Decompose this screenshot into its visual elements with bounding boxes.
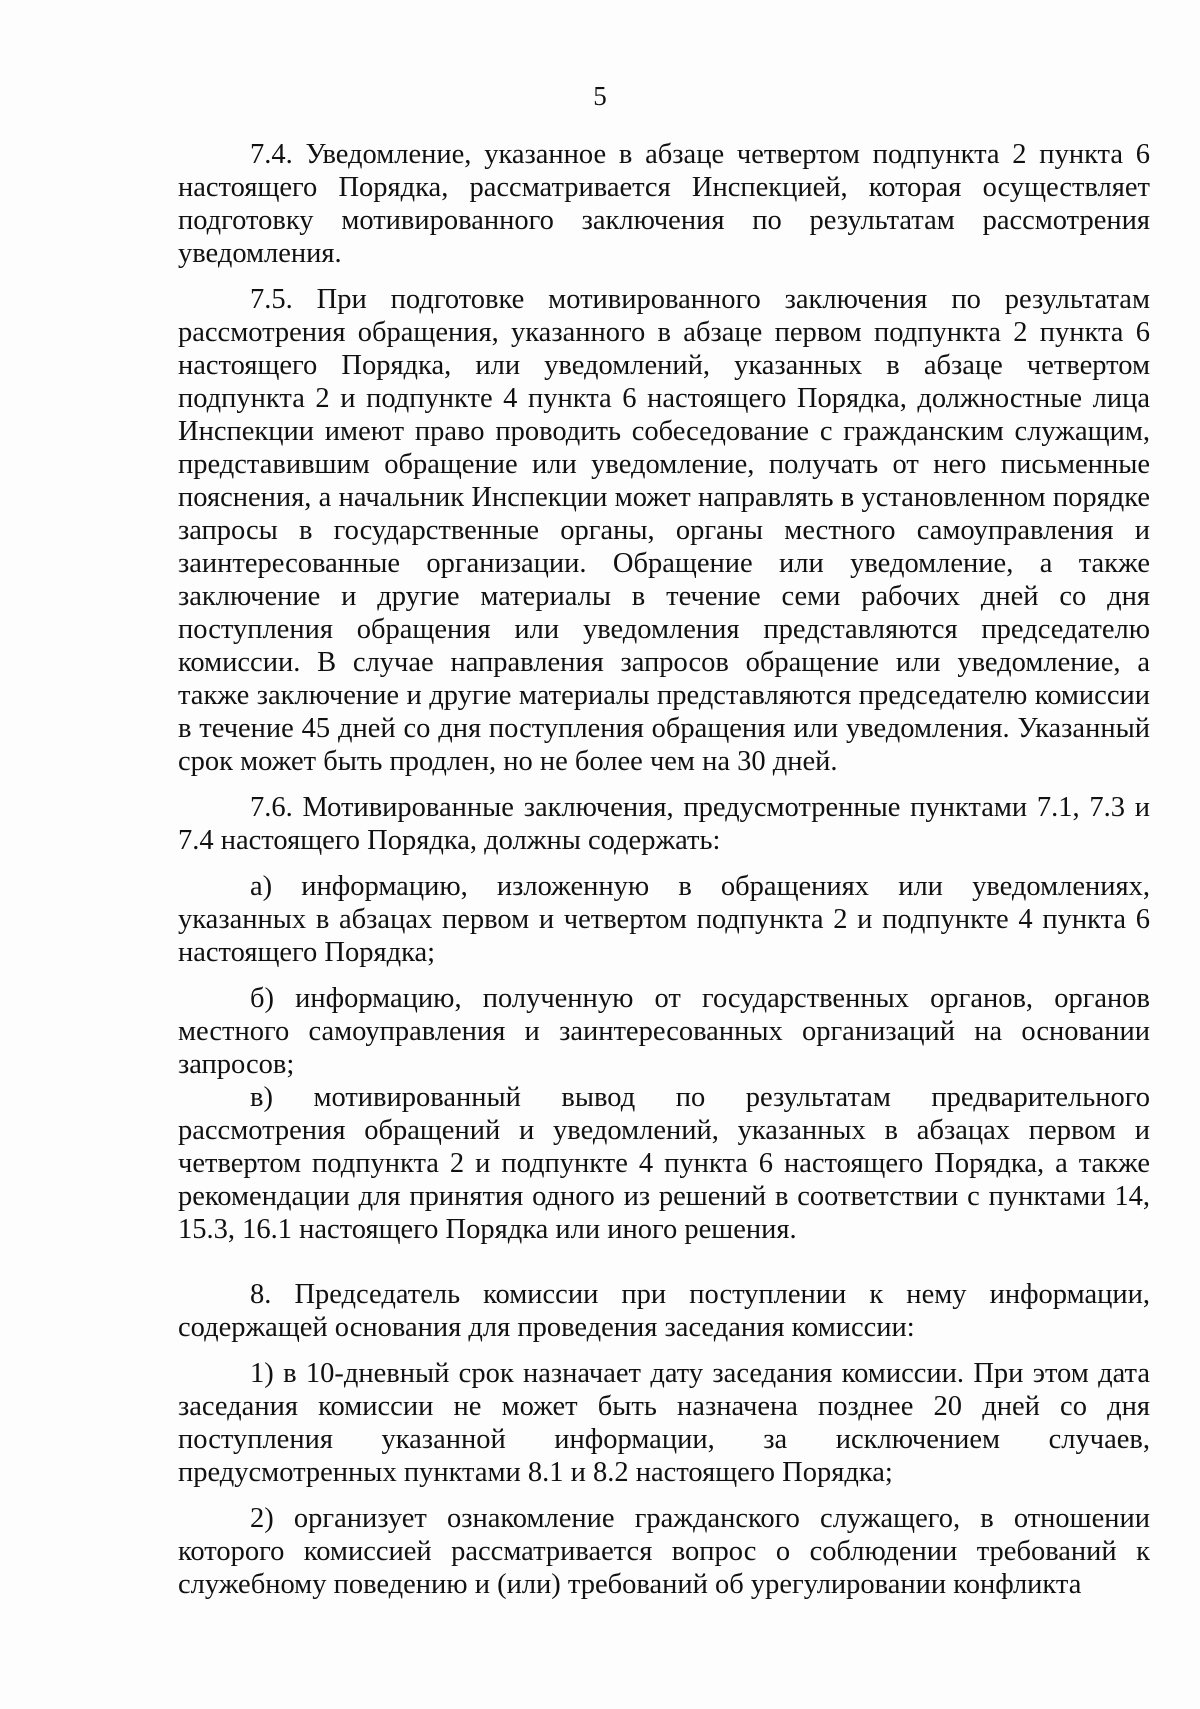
paragraph-7-4: 7.4. Уведомление, указанное в абзаце четвертом подпункта 2 пункта 6 настоящего Порядка, рассматривается Инспекцией, которая осуществляет подготовку мотивированного заключения по результатам рассмотрения уведомления. (178, 139, 1150, 269)
paragraph-7-6: 7.6. Мотивированные заключения, предусмотренные пунктами 7.1, 7.3 и 7.4 настоящего Порядка, должны содержать: (178, 792, 1150, 856)
page-number: 5 (593, 81, 607, 111)
paragraph-7-6-a: а) информацию, изложенную в обращениях или уведомлениях, указанных в абзацах первом и четвертом подпункта 2 и подпункте 4 пункта 6 настоящего Порядка; (178, 871, 1150, 968)
paragraph-8-1: 1) в 10-дневный срок назначает дату заседания комиссии. При этом дата заседания комиссии не может быть назначена позднее 20 дней со дня поступления указанной информации, за исключением случаев, предусмотренных пунктами 8.1 и 8.2 настоящего Порядка; (178, 1358, 1150, 1488)
paragraph-8: 8. Председатель комиссии при поступлении к нему информации, содержащей основания для проведения заседания комиссии: (178, 1279, 1150, 1343)
document-body (178, 138, 1150, 1614)
paragraph-8-2: 2) организует ознакомление гражданского служащего, в отношении которого комиссией рассматривается вопрос о соблюдении требований к служебному поведению и (или) требований об урегулировании конфликта (178, 1503, 1150, 1600)
paragraph-7-6-b: б) информацию, полученную от государственных органов, органов местного самоуправления и заинтересованных организаций на основании запросов; (178, 983, 1150, 1080)
paragraph-7-5: 7.5. При подготовке мотивированного заключения по результатам рассмотрения обращения, указанного в абзаце первом подпункта 2 пункта 6 настоящего Порядка, или уведомлений, указанных в абзаце четвертом подпункта 2 и подпункте 4 пункта 6 настоящего Порядка, должностные лица Инспекции имеют право проводить собеседование с гражданским служащим, представившим обращение или уведомление, получать от него письменные пояснения, а начальник Инспекции может направлять в установленном порядке запросы в государственные органы, органы местного самоуправления и заинтересованные организации. Обращение или уведомление, а также заключение и другие материалы в течение семи рабочих дней со дня поступления обращения или уведомления представляются председателю комиссии. В случае направления запросов обращение или уведомление, а также заключение и другие материалы представляются председателю комиссии в течение 45 дней со дня поступления обращения или уведомления. Указанный срок может быть продлен, но не более чем на 30 дней. (178, 284, 1150, 777)
paragraph-7-6-v: в) мотивированный вывод по результатам предварительного рассмотрения обращений и уведомлений, указанных в абзацах первом и четвертом подпункта 2 и подпункте 4 пункта 6 настоящего Порядка, а также рекомендации для принятия одного из решений в соответствии с пунктами 14, 15.3, 16.1 настоящего Порядка или иного решения. (178, 1082, 1150, 1245)
